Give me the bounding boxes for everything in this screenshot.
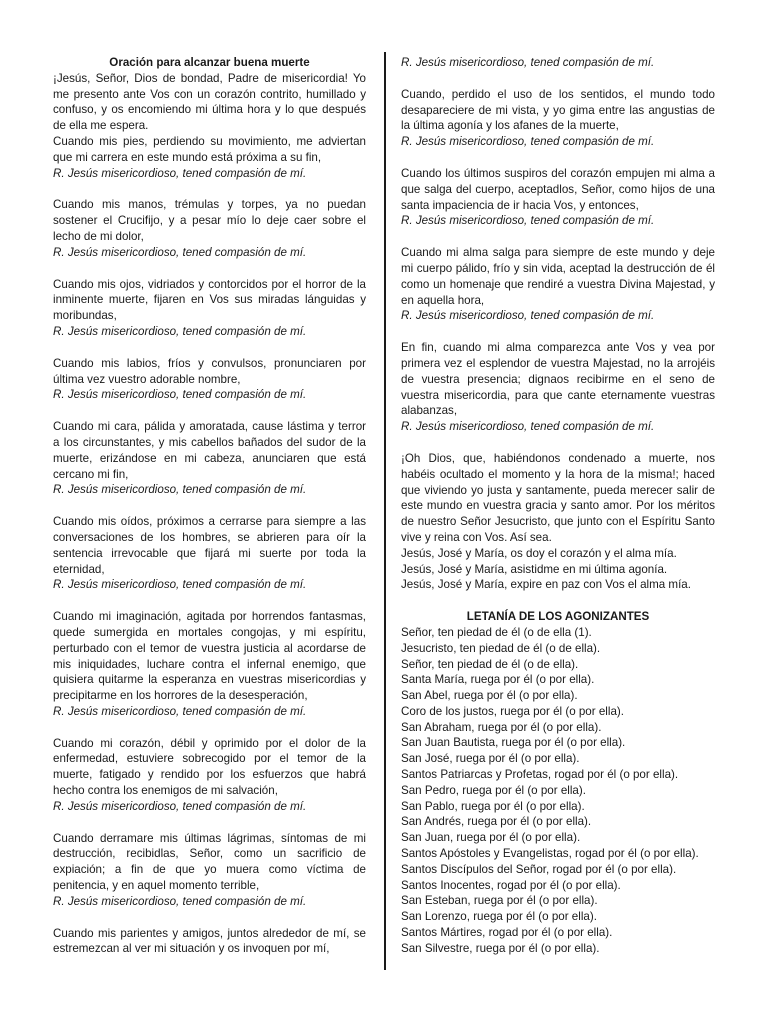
stanza [401, 245, 715, 324]
response-line: R. Jesús misericordioso, tened compasión de mí. [53, 894, 307, 908]
jaculatoria-line: Jesús, José y María, asistidme en mi última agonía. [401, 562, 668, 576]
response-line: R. Jesús misericordioso, tened compasión de mí. [401, 309, 655, 323]
jaculatoria-line: Jesús, José y María, expire en paz con Vos el alma mía. [401, 578, 691, 592]
stanza [53, 197, 366, 260]
response-line: R. Jesús misericordioso, tened compasión de mí. [53, 245, 307, 259]
litany-item: San Juan Bautista, ruega por él (o por ella). [401, 736, 626, 750]
prayer-title: Oración para alcanzar buena muerte [109, 56, 310, 69]
right-column [401, 55, 715, 957]
response-line: R. Jesús misericordioso, tened compasión de mí. [401, 214, 655, 228]
stanza-text: Cuando mi imaginación, agitada por horrendos fantasmas, quede sumergida en mortales congojas, y mi espíritu, perturbado con el temor de vuestra justicia al acordarse de mis iniquidades, luchare contra el infernal enemigo, que quisiera quitarme la esperanza en vuestras misericordias y precipitarme en los horrores de la desesperación, [53, 610, 366, 703]
litany-item: Santos Inocentes, rogad por él (o por ella). [401, 878, 621, 892]
response-line: R. Jesús misericordioso, tened compasión de mí. [53, 324, 307, 338]
litany-item: San José, ruega por él (o por ella). [401, 752, 580, 766]
response-line: R. Jesús misericordioso, tened compasión de mí. [53, 388, 307, 402]
stanza [401, 87, 715, 150]
litany-item: Santos Patriarcas y Profetas, rogad por él (o por ella). [401, 768, 679, 782]
left-column [53, 55, 366, 957]
stanza-text: Cuando mi alma salga para siempre de este mundo y deje mi cuerpo pálido, frío y sin vida, aceptad la destrucción de él como un homenaje que rendiré a vuestra Divina Majestad, y en aquella hora, [401, 246, 715, 307]
stanza [53, 926, 366, 958]
column-divider [384, 52, 386, 970]
stanza-text: En fin, cuando mi alma comparezca ante Vos y vea por primera vez el esplendor de vuestra Majestad, no la arrojéis de vuestra presencia; dignaos recibirme en el seno de vuestra misericordia, para que cante eternamente vuestras alabanzas, [401, 341, 715, 418]
litany-item: Señor, ten piedad de él (o de ella (1). [401, 625, 592, 639]
stanza-text: Cuando mis parientes y amigos, juntos alrededor de mí, se estremezcan al ver mi situación y os invoquen por mí, [53, 926, 366, 956]
litany-item: San Lorenzo, ruega por él (o por ella). [401, 910, 597, 924]
response-line: R. Jesús misericordioso, tened compasión de mí. [53, 483, 307, 497]
litany-item: Jesucristo, ten piedad de él (o de ella). [401, 641, 601, 655]
litany-item: San Juan, ruega por él (o por ella). [401, 831, 581, 845]
stanza [401, 166, 715, 229]
stanza-text: Cuando mis labios, fríos y convulsos, pronunciaren por última vez vuestro adorable nombre, [53, 356, 366, 386]
stanza-text: Cuando los últimos suspiros del corazón empujen mi alma a que salga del cuerpo, aceptadlos, Señor, como hijos de una santa impaciencia de ir hacia Vos, y entonces, [401, 166, 715, 212]
stanza-text: Cuando mis oídos, próximos a cerrarse para siempre a las conversaciones de los hombres, se abrieren para oír la sentencia irrevocable que fijará mi suerte por toda la eternidad, [53, 515, 366, 576]
stanza-text: Cuando derramare mis últimas lágrimas, síntomas de mi destrucción, recibidlas, Señor, como un sacrificio de expiación; a fin de que yo muera como víctima de penitencia, y en aquel momento terrible, [53, 831, 366, 893]
stanza-text: Cuando, perdido el uso de los sentidos, el mundo todo desapareciere de mi vista, y yo gima entre las angustias de la última agonía y los afanes de la muerte, [401, 87, 715, 133]
litany-item: Señor, ten piedad de él (o de ella). [401, 657, 579, 671]
stanza-text: Cuando mis ojos, vidriados y contorcidos por el horror de la inminente muerte, fijaren en Vos sus miradas lánguidas y moribundas, [53, 277, 366, 323]
litany-item: San Abel, ruega por él (o por ella). [401, 689, 578, 703]
response-line: R. Jesús misericordioso, tened compasión de mí. [53, 578, 307, 592]
litany-item: San Pablo, ruega por él (o por ella). [401, 799, 585, 813]
litany-item: San Silvestre, ruega por él (o por ella). [401, 941, 600, 955]
stanza [53, 609, 366, 720]
intro-paragraph-feet: Cuando mis pies, perdiendo su movimiento, me adviertan que mi carrera en este mundo está próxima a su fin, [53, 134, 366, 164]
litany-item: Santos Discípulos del Señor, rogad por él (o por ella). [401, 862, 677, 876]
closing-prayer [401, 451, 715, 593]
stanza [53, 277, 366, 340]
stanza [53, 736, 366, 815]
stanza [401, 340, 715, 435]
litany-item: San Esteban, ruega por él (o por ella). [401, 894, 598, 908]
litany-list [401, 625, 715, 957]
stanza-text: Cuando mi cara, pálida y amoratada, cause lástima y terror a los circunstantes, y mis cabellos bañados del sudor de la muerte, erizándose en mi cabeza, anunciaren que está cercano mi fin, [53, 420, 366, 481]
jaculatoria-line: Jesús, José y María, os doy el corazón y el alma mía. [401, 546, 677, 560]
final-prayer-text: ¡Oh Dios, que, habiéndonos condenado a muerte, nos habéis ocultado el momento y la hora de la misma!; haced que viviendo yo justa y santamente, pueda merecer salir de este mundo en vuestra gracia y santo amor. Por los méritos de nuestro Señor Jesucristo, que junto con el Espíritu Santo vive y reina con Vos. Así sea. [401, 451, 715, 544]
response-line: R. Jesús misericordioso, tened compasión de mí. [401, 420, 655, 434]
litany-item: San Andrés, ruega por él (o por ella). [401, 815, 592, 829]
response-line: R. Jesús misericordioso, tened compasión de mí. [401, 56, 655, 69]
stanza [53, 831, 366, 910]
response-line: R. Jesús misericordioso, tened compasión de mí. [401, 135, 655, 149]
intro-paragraph: ¡Jesús, Señor, Dios de bondad, Padre de misericordia! Yo me presento ante Vos con un corazón contrito, humillado y confuso, y os encomiendo mi última hora y lo que después de ella me espera. [53, 71, 366, 133]
litany-item: Coro de los justos, ruega por él (o por ella). [401, 704, 624, 718]
response-line: R. Jesús misericordioso, tened compasión de mí. [53, 166, 307, 180]
litany-item: San Pedro, ruega por él (o por ella). [401, 783, 586, 797]
litany-item: Santos Apóstoles y Evangelistas, rogad por él (o por ella). [401, 847, 699, 861]
litany-item: Santa María, ruega por él (o por ella). [401, 673, 595, 687]
stanza-text: Cuando mi corazón, débil y oprimido por el dolor de la enfermedad, estuviere sobrecogido por el temor de la muerte, fatigado y rendido por los esfuerzos que habrá hecho contra los enemigos de mi salvación, [53, 736, 366, 798]
stanza [53, 514, 366, 593]
stanza [53, 419, 366, 498]
response-line: R. Jesús misericordioso, tened compasión de mí. [53, 704, 307, 718]
stanza-text: Cuando mis manos, trémulas y torpes, ya no puedan sostener el Crucifijo, y a pesar mío lo deje caer sobre el lecho de mi dolor, [53, 198, 366, 243]
response-line: R. Jesús misericordioso, tened compasión de mí. [53, 799, 307, 813]
litany-title: LETANÍA DE LOS AGONIZANTES [466, 610, 650, 624]
stanza [53, 356, 366, 403]
litany-item: San Abraham, ruega por él (o por ella). [401, 720, 602, 734]
litany-item: Santos Mártires, rogad por él (o por ella). [401, 926, 613, 940]
